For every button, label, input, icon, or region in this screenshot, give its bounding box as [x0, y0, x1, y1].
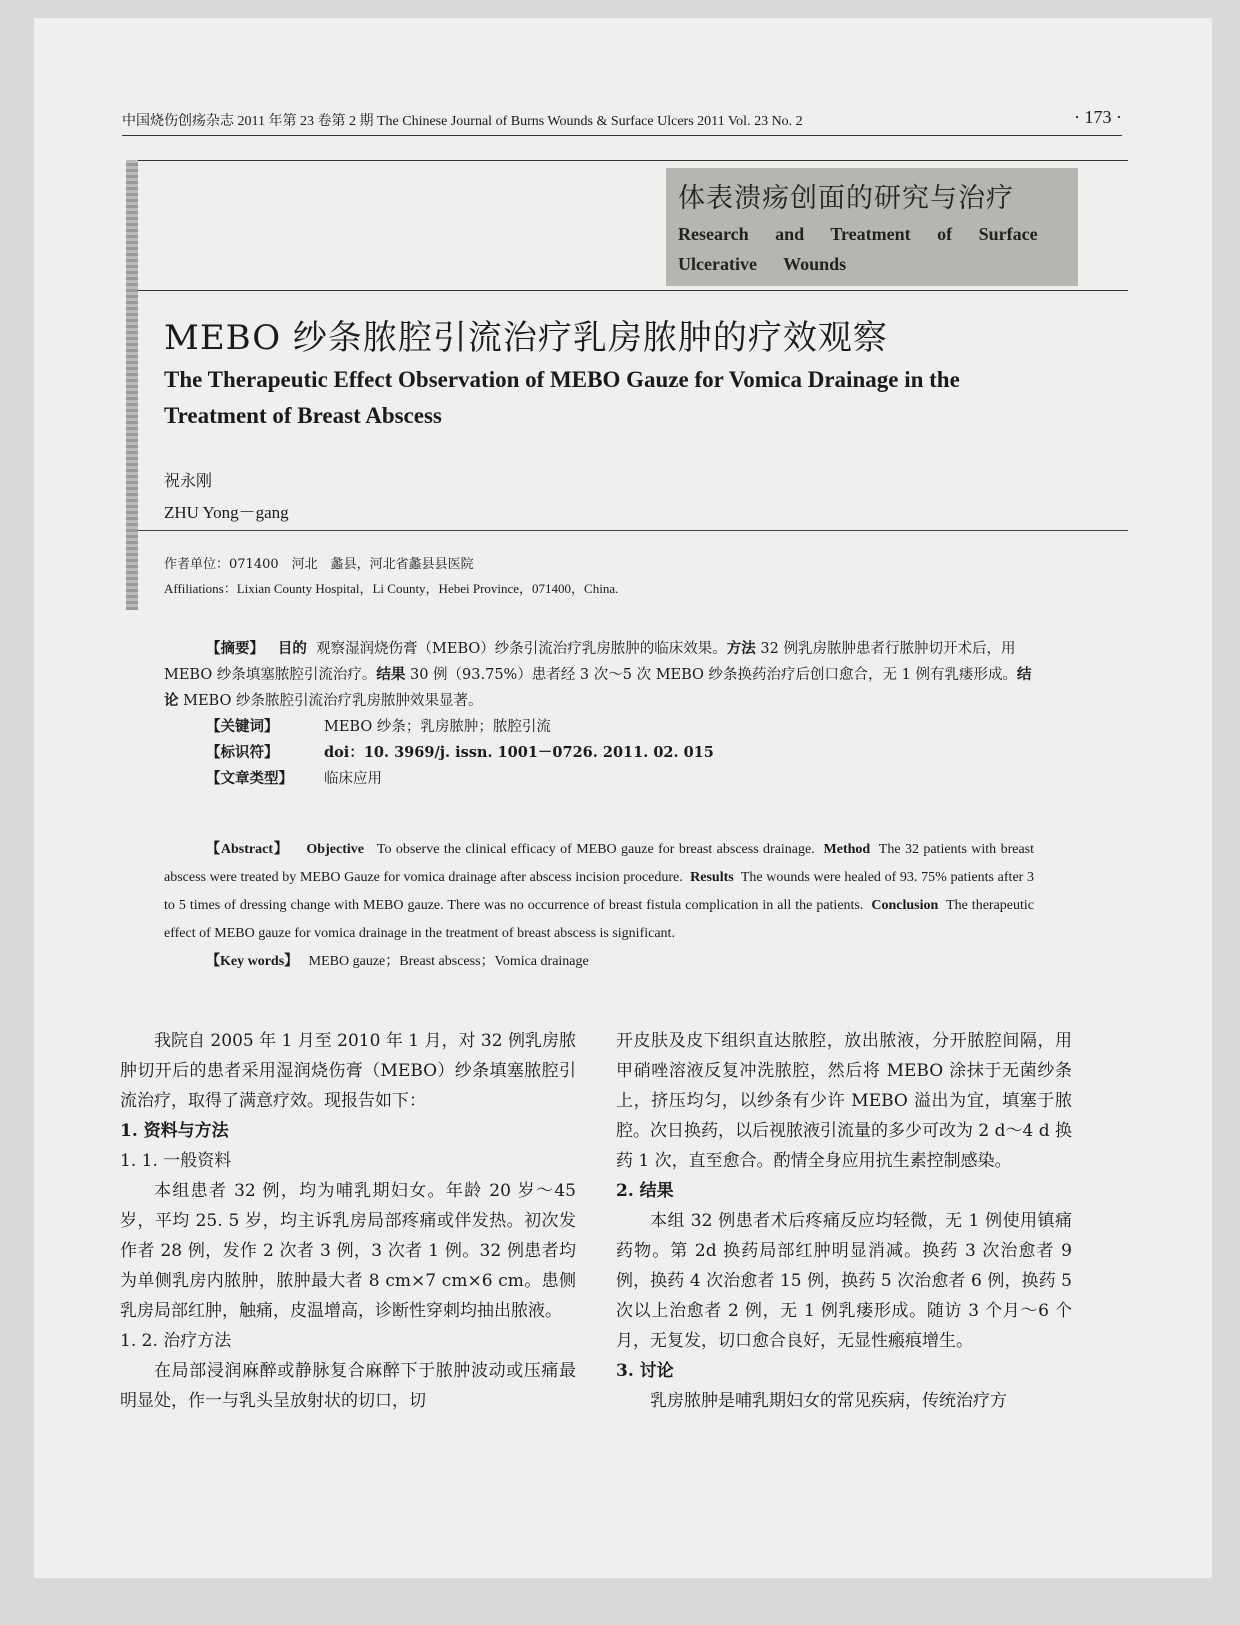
- conclusion-en: The therapeutic effect of MEBO gauze for vomica drainage in the treatment of breast abscess is significant.: [164, 898, 1034, 941]
- discussion-paragraph: 乳房脓肿是哺乳期妇女的常见疾病，传统治疗方: [650, 1391, 1007, 1411]
- author-name-en: ZHU Yong－gang: [164, 503, 289, 522]
- author-rule: [138, 530, 1128, 531]
- article-title-zh: MEBO 纱条脓腔引流治疗乳房脓肿的疗效观察: [164, 318, 888, 358]
- conclusion-label-en: Conclusion: [871, 898, 939, 913]
- keywords-zh: MEBO 纱条；乳房脓肿；脓腔引流: [324, 719, 551, 735]
- identifier-label: 【标识符】: [206, 744, 279, 761]
- running-head-text: 中国烧伤创疡杂志 2011 年第 23 卷第 2 期 The Chinese Journal of Burns Wounds & Surface Ulcers 2011 Vol. 23 No. 2: [122, 114, 803, 129]
- results-zh: 30 例（93.75%）患者经 3 次～5 次 MEBO 纱条换药治疗后创口愈合，无 1 例有乳瘘形成。: [409, 667, 1017, 683]
- doi: doi：10. 3969/j. issn. 1001－0726. 2011. 02. 015: [324, 744, 714, 761]
- affiliation-en: Affiliations：Lixian County Hospital，Li County，Hebei Province，071400，China.: [164, 581, 619, 596]
- article-type: 临床应用: [324, 771, 382, 787]
- treatment-method-paragraph: 在局部浸润麻醉或静脉复合麻醉下于脓肿波动或压痛最明显处，作一与乳头呈放射状的切口，切: [120, 1361, 576, 1411]
- keywords-label-en: 【Key words】: [206, 954, 299, 969]
- header-rule: [122, 135, 1122, 136]
- author-name-zh: 祝永刚: [164, 471, 213, 490]
- results-paragraph: 本组 32 例患者术后疼痛反应均轻微，无 1 例使用镇痛药物。第 2d 换药局部红肿明显消减。换药 3 次治愈者 9 例，换药 4 次治愈者 15 例，换药 5 次治愈者 6 例，换药 5 次以上治愈者 2 例，无 1 例乳瘘形成。随访 3 个月～6 个月，无复发，切口愈合良好，无显性瘢痕增生。: [616, 1211, 1072, 1351]
- heading-results: 2. 结果: [616, 1181, 674, 1201]
- method-label-zh: 方法: [726, 640, 756, 657]
- section-title-en: Research and Treatment of Surface Ulcerative Wounds: [678, 224, 1038, 274]
- intro-paragraph: 我院自 2005 年 1 月至 2010 年 1 月，对 32 例乳房脓肿切开后的患者采用湿润烧伤膏（MEBO）纱条填塞脓腔引流治疗，取得了满意疗效。现报告如下：: [120, 1031, 576, 1111]
- article-title-en: The Therapeutic Effect Observation of MEBO Gauze for Vomica Drainage in the Treatment of Breast Abscess: [164, 367, 960, 428]
- abstract-zh: [164, 636, 1034, 792]
- objective-en: To observe the clinical efficacy of MEBO gauze for breast abscess drainage.: [376, 842, 815, 857]
- section-title-zh: 体表溃疡创面的研究与治疗: [678, 183, 1014, 214]
- heading-treatment-method: 1. 2. 治疗方法: [120, 1331, 232, 1351]
- keywords-label-zh: 【关键词】: [206, 718, 279, 735]
- heading-materials-methods: 1. 资料与方法: [120, 1121, 229, 1141]
- abstract-en-label: 【Abstract】: [206, 842, 289, 857]
- treatment-method-continued: 开皮肤及皮下组织直达脓腔，放出脓液，分开脓腔间隔，用甲硝唑溶液反复冲洗脓腔，然后将 MEBO 涂抹于无菌纱条上，挤压均匀，以纱条有少许 MEBO 溢出为宜，填塞于脓腔。次日换药，以后视脓液引流量的多少可改为 2 d～4 d 换药 1 次，直至愈合。酌情全身应用抗生素控制感染。: [616, 1031, 1073, 1171]
- results-label-en: Results: [690, 870, 734, 885]
- body-column-left: [120, 1026, 576, 1416]
- abstract-zh-label: 【摘要】: [206, 640, 264, 657]
- abstract-en: [164, 836, 1034, 976]
- method-en: The 32 patients with breast abscess were treated by MEBO Gauze for vomica drainage after abscess incision procedure.: [164, 842, 1035, 885]
- results-en: The wounds were healed of 93. 75% patients after 3 to 5 times of dressing change with MEBO gauze. There was no occurrence of breast fistula complication in all the patients.: [164, 870, 1034, 913]
- results-label-zh: 结果: [376, 666, 406, 683]
- conclusion-zh: MEBO 纱条脓腔引流治疗乳房脓肿效果显著。: [183, 693, 483, 709]
- method-zh: 32 例乳房脓肿患者行脓肿切开术后，用 MEBO 纱条填塞脓腔引流治疗。: [164, 641, 1016, 683]
- objective-label-en: Objective: [306, 842, 364, 857]
- running-head: [122, 107, 1122, 130]
- general-data-paragraph: 本组患者 32 例，均为哺乳期妇女。年龄 20 岁～45 岁，平均 25. 5 岁，均主诉乳房局部疼痛或伴发热。初次发作者 28 例，发作 2 次者 3 例，3 次者 1 例。32 例患者均为单侧乳房内脓肿，脓肿最大者 8 cm×7 cm×6 cm。患侧乳房局部红肿，触痛，皮温增高，诊断性穿刺均抽出脓液。: [120, 1181, 576, 1321]
- decorative-sidebar-bar: [126, 160, 138, 610]
- top-rule: [138, 160, 1128, 161]
- objective-label-zh: 目的: [277, 640, 307, 657]
- heading-discussion: 3. 讨论: [616, 1361, 674, 1381]
- article-type-label: 【文章类型】: [206, 770, 293, 787]
- heading-general-data: 1. 1. 一般资料: [120, 1151, 232, 1171]
- objective-zh: 观察湿润烧伤膏（MEBO）纱条引流治疗乳房脓肿的临床效果。: [316, 641, 727, 657]
- affiliation-zh: 作者单位：071400 河北 蠡县，河北省蠡县县医院: [164, 557, 474, 572]
- section-banner: [666, 168, 1078, 286]
- keywords-en: MEBO gauze；Breast abscess；Vomica drainage: [308, 954, 589, 969]
- journal-page: [34, 18, 1212, 1578]
- banner-rule: [138, 290, 1128, 291]
- page-number: · 173 ·: [1074, 107, 1122, 127]
- conclusion-label-zh: 结论: [164, 666, 1032, 709]
- method-label-en: Method: [823, 842, 871, 857]
- body-column-right: [616, 1026, 1072, 1416]
